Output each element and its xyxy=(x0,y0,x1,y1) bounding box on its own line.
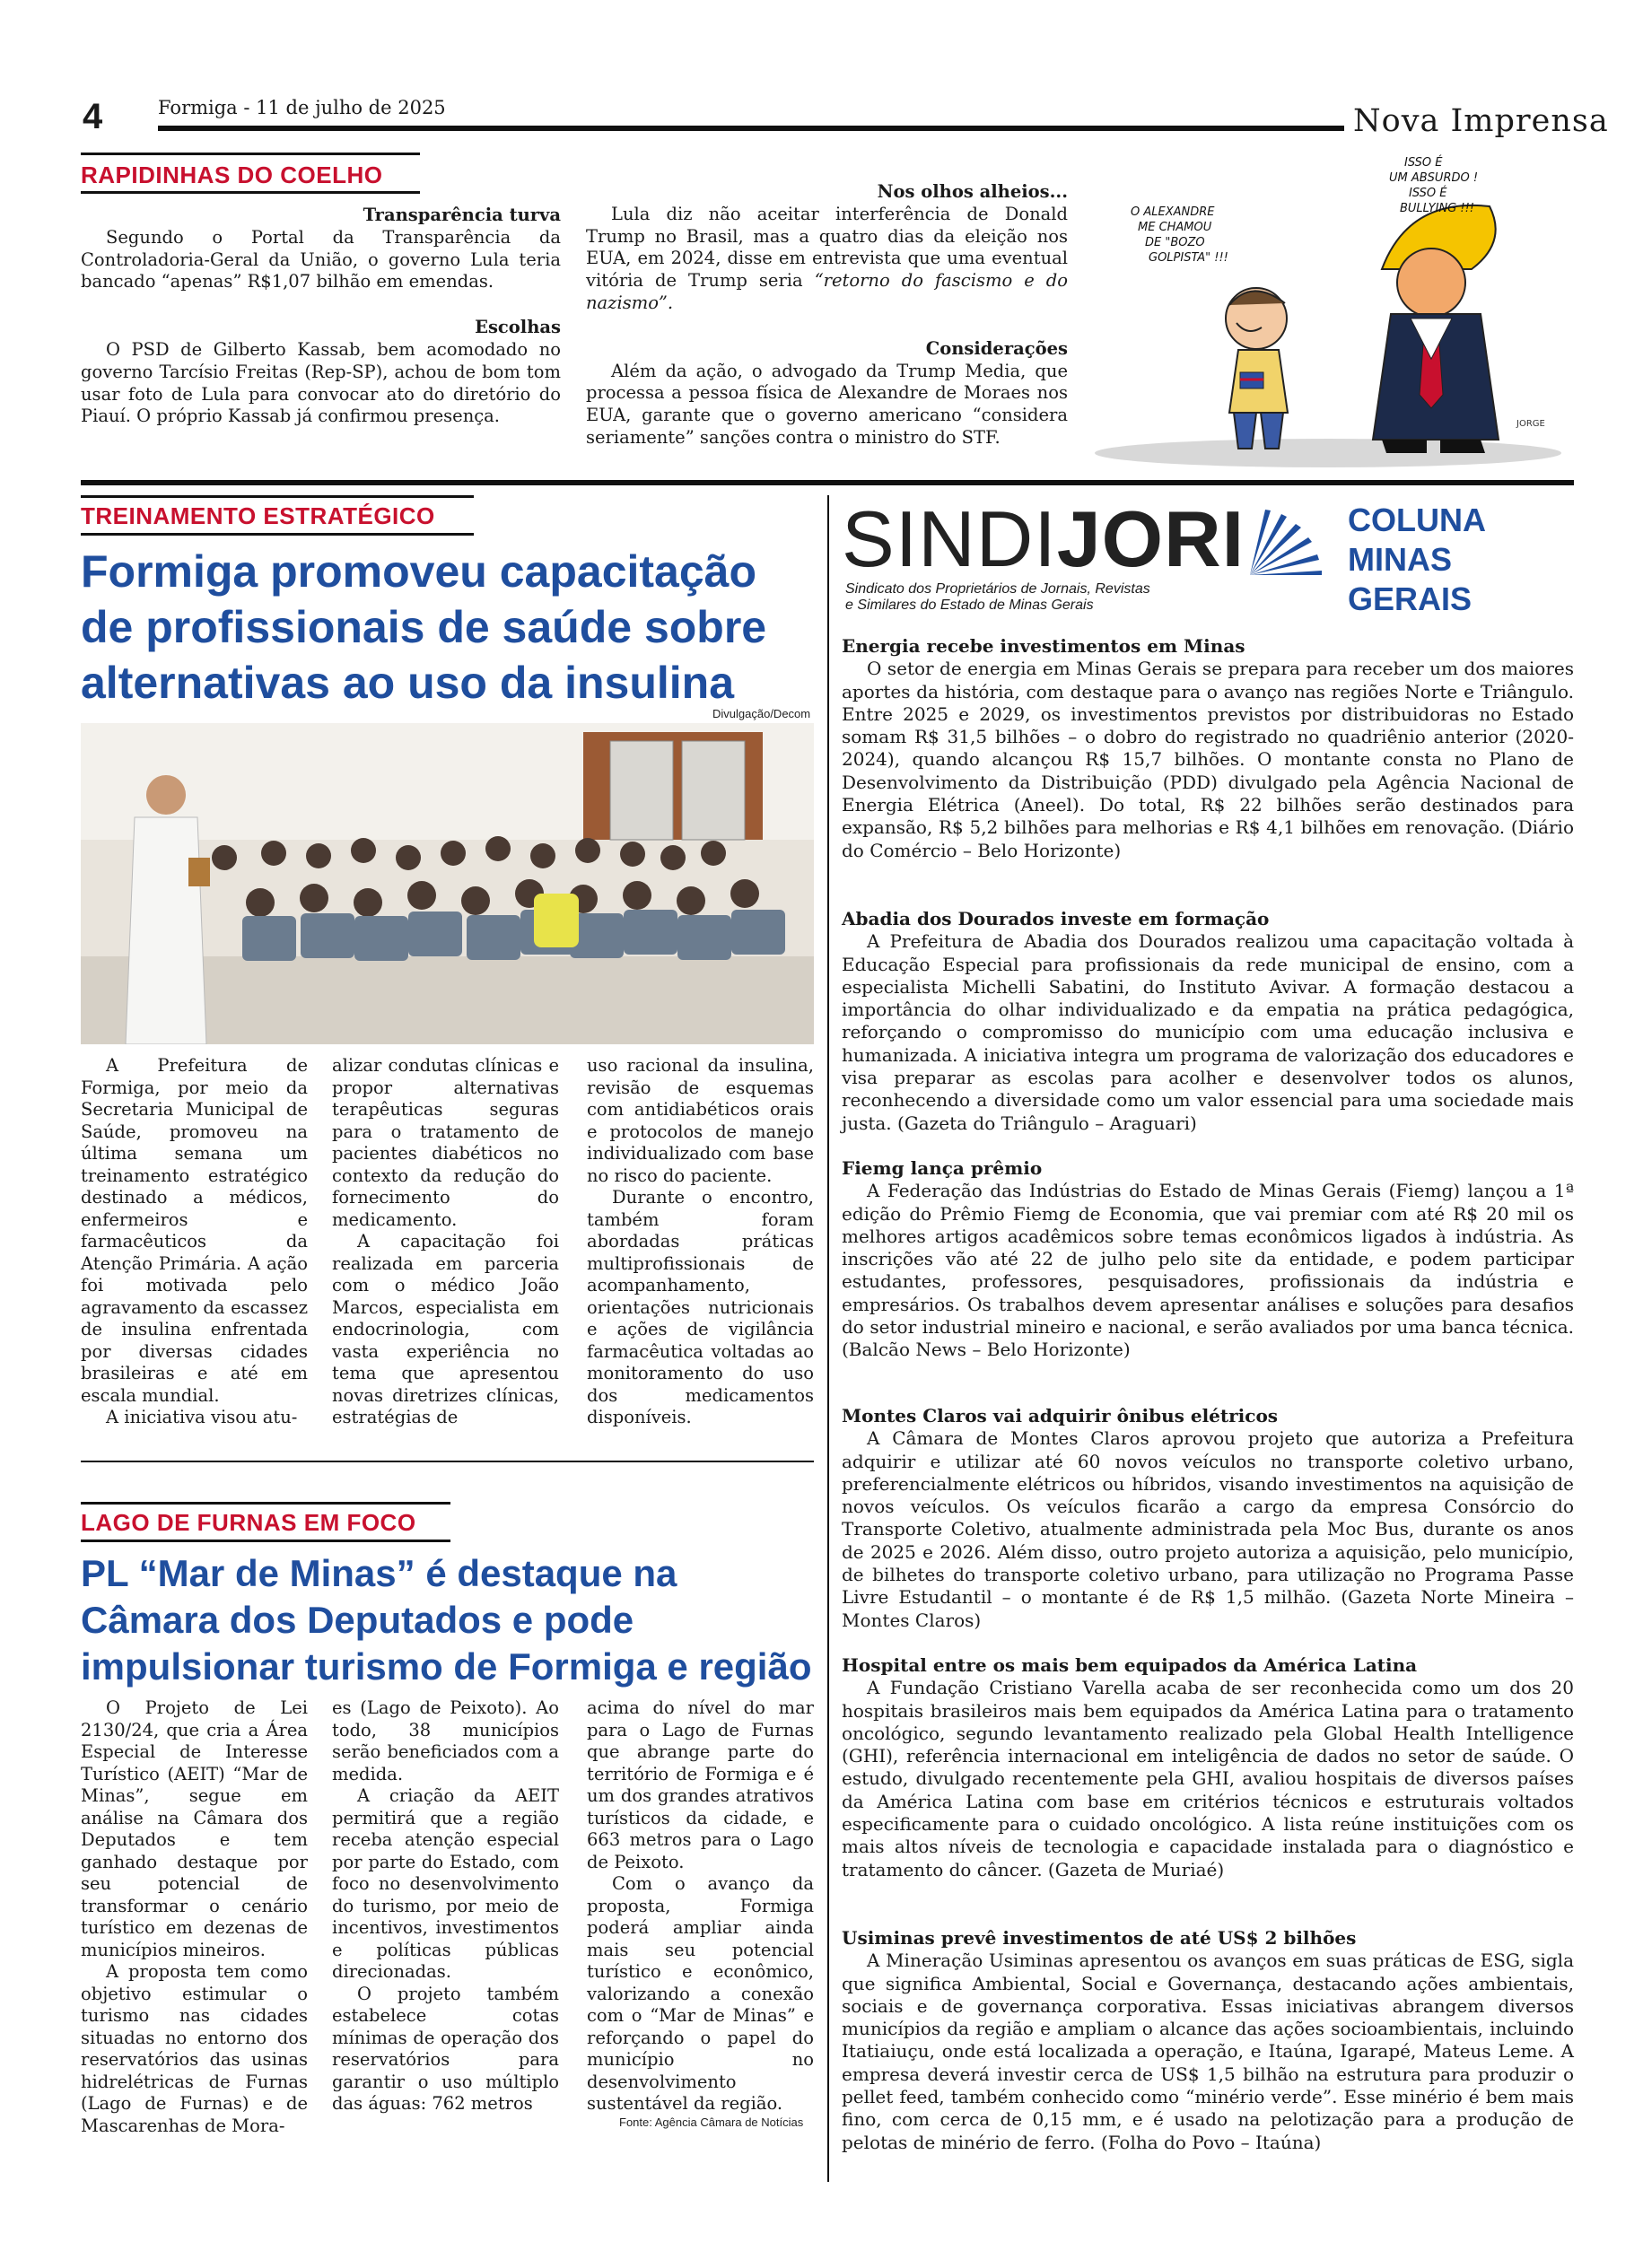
news-item-title: Fiemg lança prêmio xyxy=(842,1157,1043,1179)
news-item-text: A Federação das Indústrias do Estado de Minas Gerais (Fiemg) lançou a 1ª edição do Prêmio Fiemg de Economia, que vai premiar com até R$ 20 mil os melhores artigos acadêmicos sobre temas econômicos ligados à indústria. As inscrições vão até 22 de julho pelo site da entidade, e podem participar estudantes, professores, pesquisadores, profissionais da indústria e empresários. Os trabalhos devem apresentar análises e soluções para desafios do setor industrial mineiro e nacional, e serão avaliados por uma banca técnica. (Balcão News – Belo Horizonte) xyxy=(842,1180,1574,1361)
paragraph: A Prefeitura de Formiga, por meio da Secretaria Municipal de Saúde, promoveu na última semana um treinamento estratégico destinado a médicos, enfermeiros e farmacêuticos da Atenção Primária. A ação foi motivada pelo agravamento da escassez de insulina enfrentada por diversas cidades brasileiras e até em escala mundial. xyxy=(81,1055,308,1406)
tag-rule-top xyxy=(81,153,420,155)
news-item-text: A Mineração Usiminas apresentou os avanços em suas práticas de ESG, sigla que significa Ambiental, Social e Governança, destacando ações ambientais, sociais e de governança corporativa. Essas iniciativas abrangem diversos municípios da região e ampliam o alcance das ações socioambientais, incluindo Itatiaiuçu, onde está localizada a operação, e Itaúna, Igarapé, Mateus Leme. A empresa deverá investir cerca de US$ 1,5 bilhão na estrutura para produzir o pellet feed, também conhecido como “minério verde”. Esse minério é bem mais fino, com cerca de 0,15 mm, e é usado na pelotização para a produção de pelotas de minério de ferro. (Folha do Povo – Itaúna) xyxy=(842,1950,1574,2153)
section-tag-rapidinhas: RAPIDINHAS DO COELHO xyxy=(81,161,383,188)
bubble-left-line: DE "BOZO xyxy=(1145,236,1205,249)
bubble-left-line: GOLPISTA" !!! xyxy=(1149,251,1228,265)
tag-rule-bottom xyxy=(81,1540,450,1542)
news-item-title: Energia recebe investimentos em Minas xyxy=(842,635,1245,657)
column-title-line: MINAS xyxy=(1348,541,1452,578)
header-rule xyxy=(158,126,1344,131)
section-separator xyxy=(81,480,1574,485)
column-title-line: GERAIS xyxy=(1348,580,1473,617)
logo-text-b: JORI xyxy=(1056,494,1245,583)
paragraph: A criação da AEIT permitirá que a região receba atenção especial por parte do Estado, com foco no desenvolvimento do turismo, por meio de incentivos, investimentos e políticas públicas direcionadas. xyxy=(332,1785,559,1982)
news-item xyxy=(842,1157,1574,1362)
paragraph: O projeto também estabelece cotas mínimas de operação dos reservatórios para garantir o uso múltiplo das águas: 762 metros xyxy=(332,1983,559,2114)
bubble-left-line: ME CHAMOU xyxy=(1138,221,1212,234)
paragraph: alizar condutas clínicas e propor alternativas terapêuticas seguras para o tratamento de pacientes diabéticos no contexto da redução do fornecimento do medicamento. xyxy=(332,1055,559,1230)
bubble-left-line: O ALEXANDRE xyxy=(1131,205,1215,219)
article1-col-3 xyxy=(587,1055,814,1429)
article1-col-1 xyxy=(81,1055,308,1429)
news-item xyxy=(842,635,1574,862)
item-title: Escolhas xyxy=(475,317,561,338)
article2-col-1 xyxy=(81,1697,308,2137)
cartoon-illustration xyxy=(1086,144,1588,475)
article2-headline: PL “Mar de Minas” é destaque na Câmara dos Deputados e pode impulsionar turismo de Formiga e região xyxy=(81,1552,812,1688)
paragraph: A iniciativa visou atu- xyxy=(106,1407,298,1427)
news-item-text: O setor de energia em Minas Gerais se prepara para receber um dos maiores aportes da história, com destaque para o avanço nas regiões Norte e Triângulo. Entre 2025 e 2029, os investimentos previstos por distribuidoras no Estado somam R$ 31,5 bilhões – o dobro do registrado no quadriênio anterior (2020-2024), quando alcançou R$ 15,7 bilhões. O montante consta no Plano de Desenvolvimento da Distribuição (PDD) divulgado pela Agência Nacional de Energia Elétrica (Aneel). Do total, R$ 22 bilhões serão destinados para expansão, R$ 5,2 bilhões para melhorias e R$ 4,1 bilhões em renovação. (Diário do Comércio – Belo Horizonte) xyxy=(842,658,1574,861)
page-number: 4 xyxy=(83,97,103,136)
bubble-right-line: BULLYING !!! xyxy=(1400,202,1475,215)
tag-rule-bottom xyxy=(81,533,474,536)
item-title: Nos olhos alheios... xyxy=(877,181,1068,202)
article1-col-2 xyxy=(332,1055,559,1429)
item-text: Segundo o Portal da Transparência da Controladoria-Geral da União, o governo Lula teria bancado “apenas” R$1,07 bilhão em emendas. xyxy=(81,226,561,292)
paragraph: Com o avanço da proposta, Formiga poderá ampliar ainda mais seu potencial turístico e econômico, valorizando a conexão com o “Mar de Minas” e reforçando o papel do município no desenvolvimento sustentável da região. xyxy=(587,1873,814,2114)
bubble-right-line: ISSO É xyxy=(1404,156,1443,170)
paragraph: A capacitação foi realizada em parceria com o médico João Marcos, especialista em endocrinologia, com vasta experiência no tema que apresentou novas diretrizes clínicas, estratégias de xyxy=(332,1231,559,1427)
paragraph: es (Lago de Peixoto). Ao todo, 38 municípios serão beneficiados com a medida. xyxy=(332,1697,559,1784)
training-photo xyxy=(81,723,814,1044)
cartoon-signature: JORGE xyxy=(1516,419,1545,429)
logo-subtitle-1: Sindicato dos Proprietários de Jornais, Revistas xyxy=(845,581,1150,597)
news-item-text: A Fundação Cristiano Varella acaba de ser reconhecida como um dos 20 hospitais brasileiros mais bem equipados da América Latina para o tratamento oncológico, segundo levantamento realizado pela Global Health Intelligence (GHI), referência internacional em inteligência de dados no setor de saúde. O estudo, divulgado recentemente pela GHI, avaliou hospitais de diversos países da América Latina com base em critérios técnicos e estruturais voltados especificamente para o cuidado oncológico. A lista reúne instituições com os mais altos níveis de tecnologia e capacidade instalada para o diagnóstico e tratamento do câncer. (Gazeta de Muriaé) xyxy=(842,1677,1574,1880)
item-text: Além da ação, o advogado da Trump Media, que processa a pessoa física de Alexandre de Moraes nos EUA, garante que o governo americano “considera seriamente” sanções contra o ministro do STF. xyxy=(586,360,1068,448)
paragraph: acima do nível do mar para o Lago de Furnas que abrange parte do território de Formiga e é um dos grandes atrativos turísticos da cidade, e 663 metros para o Lago de Peixoto. xyxy=(587,1697,814,1872)
masthead: Nova Imprensa xyxy=(1353,103,1609,139)
news-item-text: A Prefeitura de Abadia dos Dourados realizou uma capacitação voltada à Educação Especial para profissionais da rede municipal de ensino, com a especialista Michelli Sabatini, do Instituto Avivar. A formação destacou a importância do olhar individualizado e da empatia na prática pedagógica, reforçando o compromisso do município com uma educação inclusiva e humanizada. A iniciativa integra um programa de valorização dos educadores e visa preparar as escolas para acolher e desenvolver todos os alunos, reconhecendo a diversidade como um valor essencial para uma sociedade mais justa. (Gazeta do Triângulo – Araguari) xyxy=(842,930,1574,1134)
news-item xyxy=(842,1927,1574,2154)
logo-subtitle-2: e Similares do Estado de Minas Gerais xyxy=(845,598,1094,613)
paragraph: A proposta tem como objetivo estimular o turismo nas cidades situadas no entorno dos reservatórios das usinas hidrelétricas de Furnas (Lago de Furnas) e de Mascarenhas de Mora- xyxy=(81,1961,308,2136)
cartoon xyxy=(1086,144,1588,475)
news-item-title: Montes Claros vai adquirir ônibus elétricos xyxy=(842,1405,1279,1426)
news-item-title: Usiminas prevê investimentos de até US$ 2 bilhões xyxy=(842,1927,1357,1949)
rapidinhas-col-2 xyxy=(586,181,1068,449)
logo-wordmark xyxy=(842,494,1245,583)
rapidinhas-col-1 xyxy=(81,205,561,428)
item-title: Considerações xyxy=(925,337,1068,359)
item-text-body: Lula diz não aceitar interferência de Donald Trump no Brasil, mas a quatro dias da eleição nos EUA, em 2024, disse em entrevista que uma eventual vitória de Trump seria xyxy=(586,203,1068,292)
news-item xyxy=(842,1405,1574,1632)
article-separator xyxy=(81,1461,814,1462)
news-item-title: Abadia dos Dourados investe em formação xyxy=(842,908,1270,929)
section-tag-lago: LAGO DE FURNAS EM FOCO xyxy=(81,1509,416,1536)
article2-col-2 xyxy=(332,1697,559,2115)
logo-subtitle xyxy=(845,581,1150,614)
tag-rule-top xyxy=(81,1502,450,1505)
article1-headline: Formiga promoveu capacitação de profissionais de saúde sobre alternativas ao uso da insulina xyxy=(81,546,767,708)
section-tag-treinamento: TREINAMENTO ESTRATÉGICO xyxy=(81,502,435,529)
item-text: O PSD de Gilberto Kassab, bem acomodado no governo Tarcísio Freitas (Rep-SP), achou de bom tom usar foto de Lula para convocar ato do diretório do Piauí. O próprio Kassab já confirmou presença. xyxy=(81,338,561,427)
paragraph: uso racional da insulina, revisão de esquemas com antidiabéticos orais e protocolos de manejo individualizado com base no risco do paciente. xyxy=(587,1055,814,1186)
paragraph: O Projeto de Lei 2130/24, que cria a Área Especial de Interesse Turístico (AEIT) “Mar de Minas”, segue em análise na Câmara dos Deputados e tem ganhado destaque por seu potencial de transformar o cenário turístico em dezenas de municípios mineiros. xyxy=(81,1697,308,1960)
tag-rule-top xyxy=(81,495,474,498)
bubble-right-line: UM ABSURDO ! xyxy=(1389,171,1479,185)
column-title-line: COLUNA xyxy=(1348,502,1486,538)
tag-rule-bottom xyxy=(81,191,420,194)
column-title xyxy=(1348,501,1486,619)
photo-credit: Divulgação/Decom xyxy=(712,707,811,720)
logo-text-a: SINDI xyxy=(842,494,1057,583)
logo-fan-icon xyxy=(1245,508,1326,580)
bubble-right-line: ISSO É xyxy=(1409,187,1447,200)
news-item xyxy=(842,908,1574,1135)
sindijori-logo xyxy=(842,494,1326,615)
news-item-title: Hospital entre os mais bem equipados da América Latina xyxy=(842,1654,1418,1676)
article2-col-3 xyxy=(587,1697,814,2115)
article2-source: Fonte: Agência Câmara de Notícias xyxy=(619,2115,804,2129)
paragraph: Durante o encontro, também foram abordadas práticas multiprofissionais de acompanhamento, orientações nutricionais e ações de vigilância farmacêutica voltadas ao monitoramento do uso dos medicamentos disponíveis. xyxy=(587,1187,814,1427)
item-text xyxy=(586,204,1068,315)
item-quote: “retorno do fascismo e do nazismo”. xyxy=(586,270,1068,313)
news-item-text: A Câmara de Montes Claros aprovou projeto que autoriza a Prefeitura adquirir e utilizar até 60 novos veículos no transporte coletivo urbano, preferencialmente elétricos ou híbridos, visando investimentos na aquisição de novos veículos. Os veículos ficarão a cargo da empresa Consórcio do Transporte Coletivo, atualmente administrada pela Moc Bus, durante os anos de 2025 e 2026. Além disso, outro projeto autoriza a aquisição, pelo município, de bilhetes do transporte coletivo urbano, para utilização no Programa Passe Livre Estudantil – o montante é de R$ 1,5 milhão. (Gazeta Norte Mineira – Montes Claros) xyxy=(842,1427,1574,1631)
news-item xyxy=(842,1654,1574,1881)
dateline: Formiga - 11 de julho de 2025 xyxy=(158,97,446,118)
item-title: Transparência turva xyxy=(363,205,561,225)
column-divider xyxy=(827,495,829,2182)
